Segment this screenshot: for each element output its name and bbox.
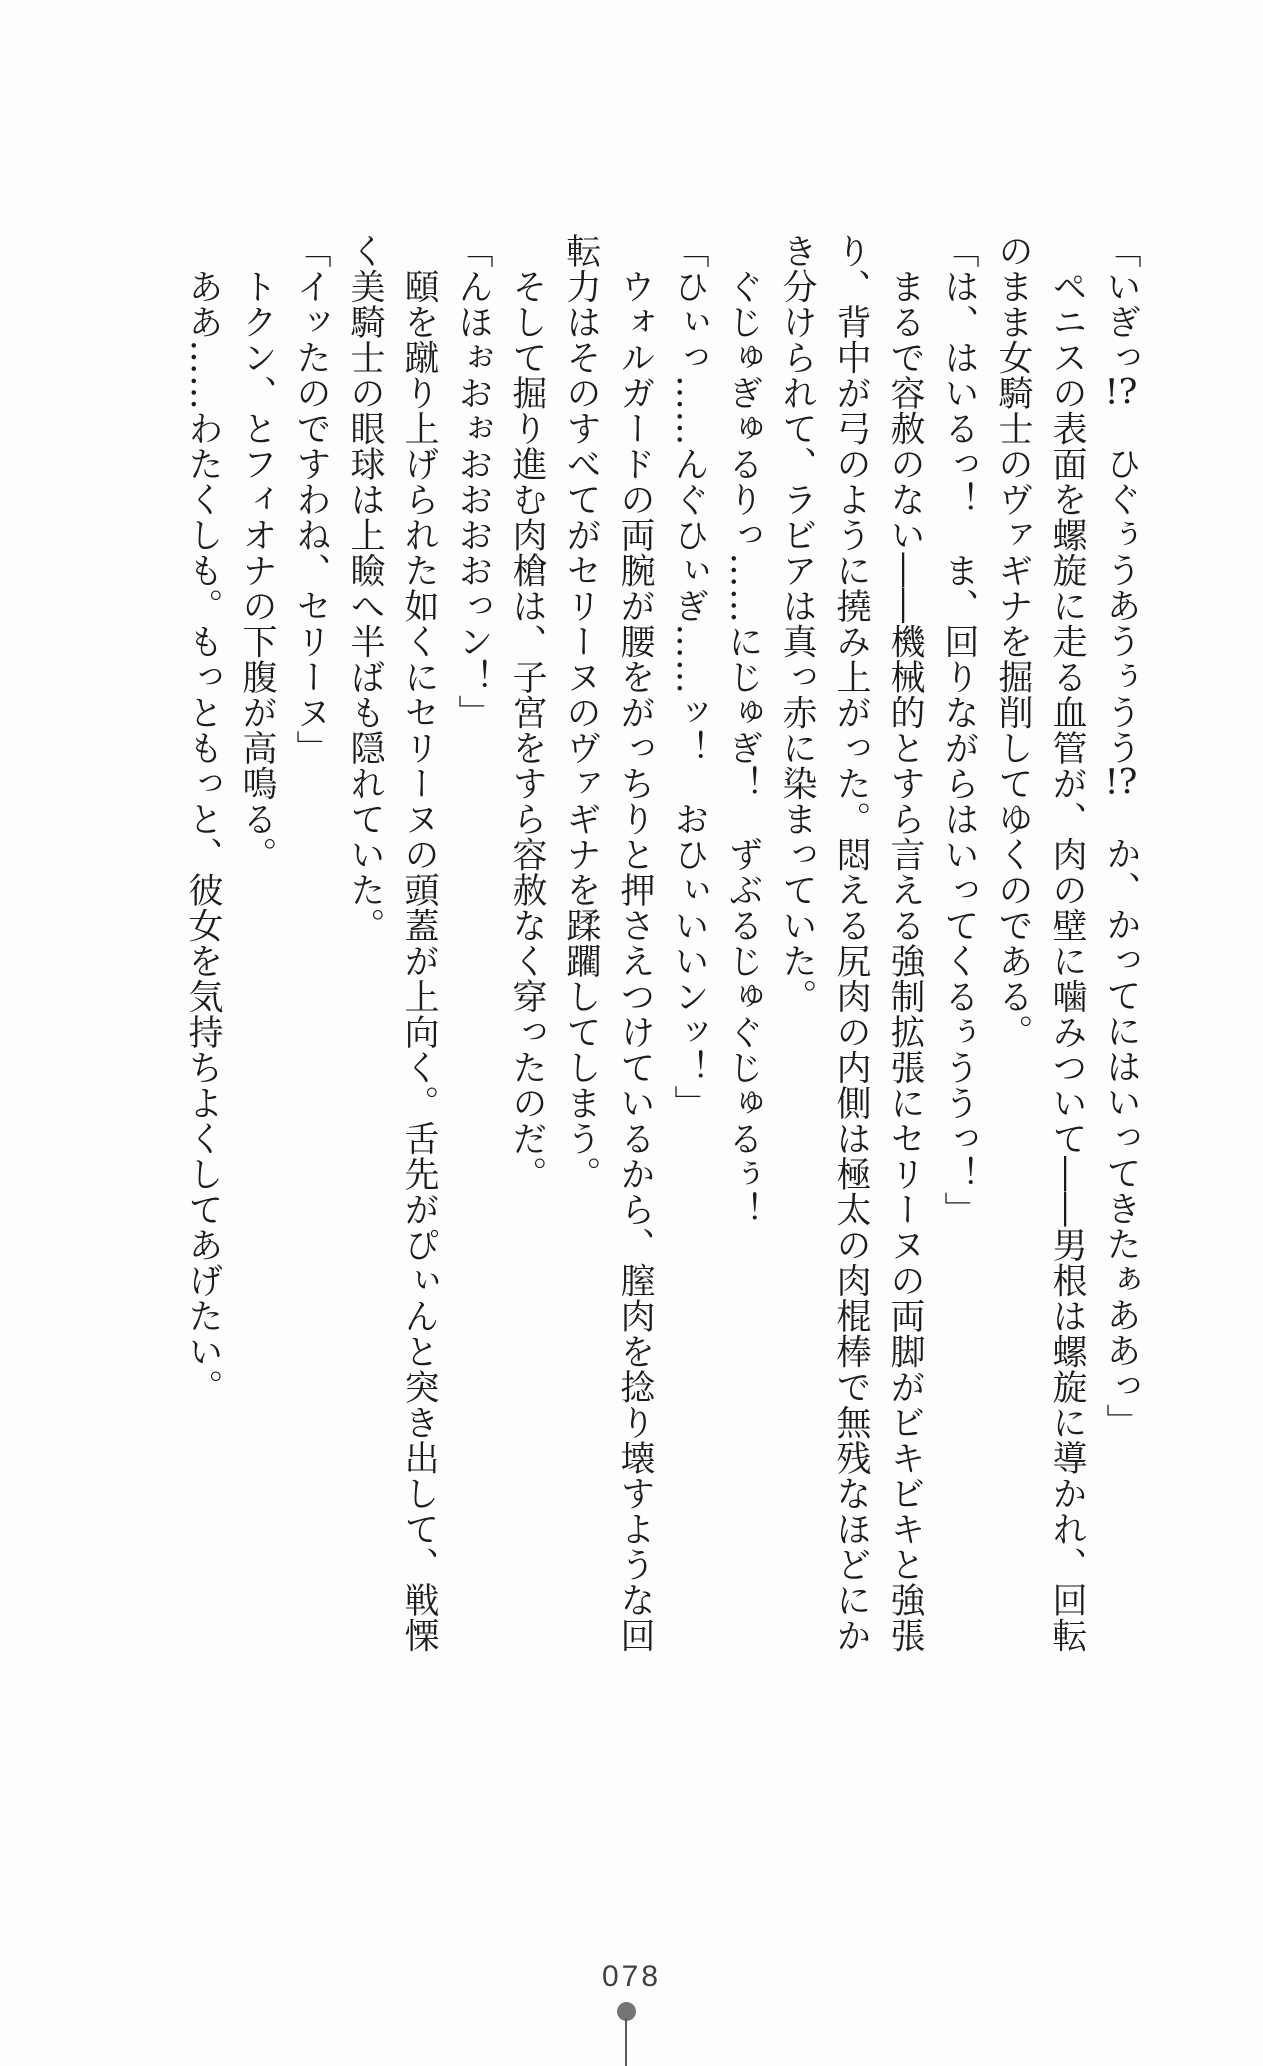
page-number: 078 bbox=[601, 1960, 662, 1993]
body-text bbox=[176, 233, 1148, 1663]
text-line: り、背中が弓のように撓み上がった。悶える尻肉の内側は極太の肉棍棒で無残なほどにか bbox=[831, 233, 871, 1653]
text-line: そして掘り進む肉槍は、子宮をすら容赦なく穿ったのだ。 bbox=[507, 233, 547, 1192]
text-line: トクン、とフィオナの下腹が高鳴る。 bbox=[237, 233, 277, 872]
text-line: ウォルガードの両腕が腰をがっちりと押さえつけているから、膣肉を捻り壊すような回 bbox=[615, 233, 655, 1653]
page-footer bbox=[0, 1960, 1263, 1994]
text-line: ペニスの表面を螺旋に走る血管が、肉の壁に噛みついて――男根は螺旋に導かれ、回転 bbox=[1047, 233, 1087, 1653]
text-line: 転力はそのすべてがセリーヌのヴァギナを蹂躙してしまう。 bbox=[561, 233, 601, 1192]
text-line: のまま女騎士のヴァギナを掘削してゆくのである。 bbox=[993, 233, 1033, 1050]
text-line: まるで容赦のない――機械的とすら言える強制拡張にセリーヌの両脚がビキビキと強張 bbox=[885, 233, 925, 1653]
text-line: く美騎士の眼球は上瞼へ半ばも隠れていた。 bbox=[345, 233, 385, 943]
text-line: ああ……わたくしも。もっともっと、彼女を気持ちよくしてあげたい。 bbox=[183, 233, 223, 1405]
text-line: 「ひぃっ……んぐひぃぎ……ッ！ おひぃいいンッ！」 bbox=[669, 233, 709, 1121]
text-line: ぐじゅぎゅるりっ……にじゅぎ！ ずぶるじゅぐじゅるぅ！ bbox=[723, 233, 763, 1227]
text-line: 「んほぉおぉおおおおっン！」 bbox=[453, 233, 493, 730]
text-line: き分けられて、ラビアは真っ赤に染まっていた。 bbox=[777, 233, 817, 1014]
text-line: 「イッたのですわね、セリーヌ」 bbox=[291, 233, 331, 766]
text-line: 「は、はいるっ！ ま、回りながらはいってくるぅううっ！」 bbox=[939, 233, 979, 1227]
text-line: 頤を蹴り上げられた如くにセリーヌの頭蓋が上向く。舌先がぴぃんと突き出して、戦慄 bbox=[399, 233, 439, 1653]
page-marker-line bbox=[625, 2018, 627, 2066]
text-line: 「いぎっ!? ひぐぅうあうぅうう!? か、かってにはいってきたぁああっ」 bbox=[1101, 233, 1141, 1439]
